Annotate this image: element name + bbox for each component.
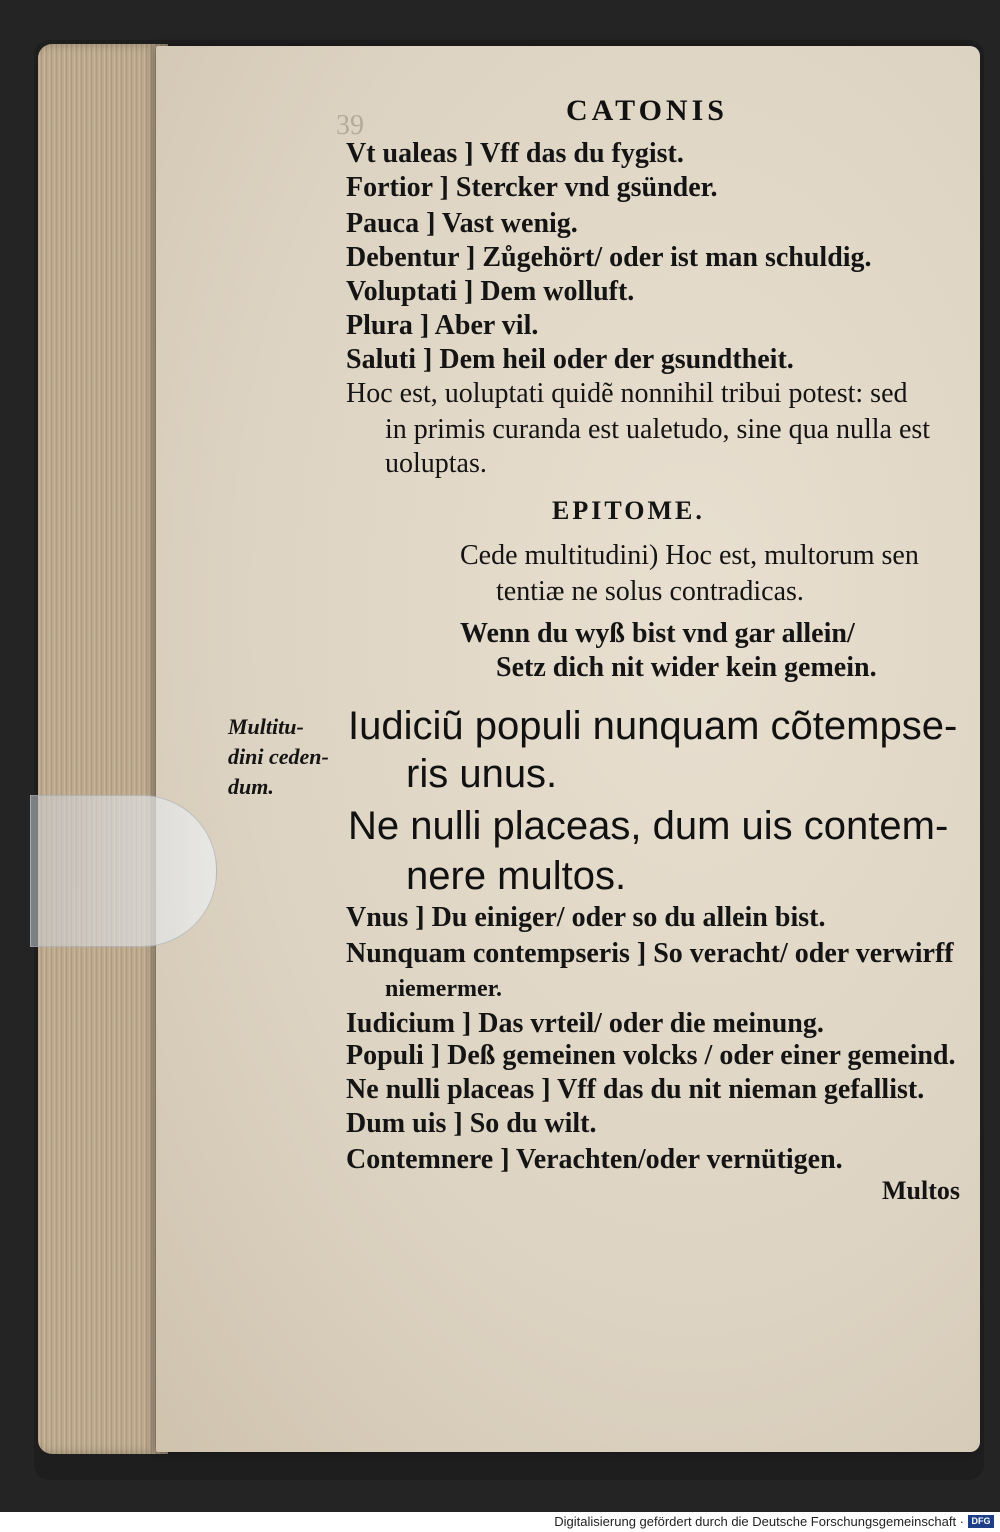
page-edges (38, 44, 168, 1454)
gloss-line: Vt ualeas ] Vff das du fygist. (346, 138, 684, 169)
gloss-line: Plura ] Aber vil. (346, 310, 539, 341)
gloss-line: Iudicium ] Das vrteil/ oder die meinung. (346, 1008, 824, 1039)
gloss-line: Debentur ] Zůgehört/ oder ist man schuldig. (346, 242, 872, 273)
german-verse-line: Setz dich nit wider kein gemein. (496, 652, 877, 683)
epitome-line: tentiæ ne solus contradicas. (496, 576, 804, 607)
gloss-line: Nunquam contempseris ] So veracht/ oder verwirff (346, 938, 954, 969)
margin-note-line: dini ceden- (228, 744, 329, 769)
latin-verse-line: nere multos. (406, 854, 627, 898)
dfg-logo: DFG (968, 1515, 994, 1528)
section-title: EPITOME. (552, 496, 705, 525)
page-header: CATONIS (566, 94, 728, 127)
latin-verse-line: ris unus. (406, 752, 558, 796)
catchword: Multos (882, 1176, 960, 1205)
latin-verse-line: Iudiciũ populi nunquam cõtempse- (348, 704, 958, 748)
gloss-line: Fortior ] Stercker vnd gsünder. (346, 172, 718, 203)
margin-note-line: Multitu- (228, 714, 304, 739)
gloss-line: Populi ] Deß gemeinen volcks / oder einer gemeind. (346, 1040, 956, 1071)
margin-note-line: dum. (228, 774, 274, 799)
show-through-text (780, 148, 789, 186)
gloss-line: Pauca ] Vast wenig. (346, 208, 578, 239)
gloss-line: Saluti ] Dem heil oder der gsundtheit. (346, 344, 794, 375)
funding-credit: Digitalisierung gefördert durch die Deutsche Forschungsgemeinschaft · (554, 1514, 964, 1529)
latin-verse-line: Ne nulli placeas, dum uis contem- (348, 804, 949, 848)
page-holder-clip (30, 795, 217, 947)
commentary-line: Hoc est, uoluptati quidẽ nonnihil tribui potest: sed (346, 378, 908, 409)
gloss-line: Voluptati ] Dem wolluft. (346, 276, 635, 307)
gloss-line: Vnus ] Du einiger/ oder so du allein bist. (346, 902, 826, 933)
epitome-line: Cede multitudini) Hoc est, multorum sen (460, 540, 919, 571)
footer-bar (0, 1512, 1000, 1532)
folio-number: 39 (336, 110, 364, 141)
commentary-line: uoluptas. (385, 448, 487, 479)
german-verse-line: Wenn du wyß bist vnd gar allein/ (460, 618, 855, 649)
gloss-line: Dum uis ] So du wilt. (346, 1108, 597, 1139)
gloss-line: Ne nulli placeas ] Vff das du nit nieman gefallist. (346, 1074, 925, 1105)
gloss-line: niemermer. (385, 976, 503, 1002)
gloss-line: Contemnere ] Verachten/oder vernütigen. (346, 1144, 843, 1175)
commentary-line: in primis curanda est ualetudo, sine qua nulla est (385, 414, 931, 445)
margin-note (228, 712, 346, 802)
